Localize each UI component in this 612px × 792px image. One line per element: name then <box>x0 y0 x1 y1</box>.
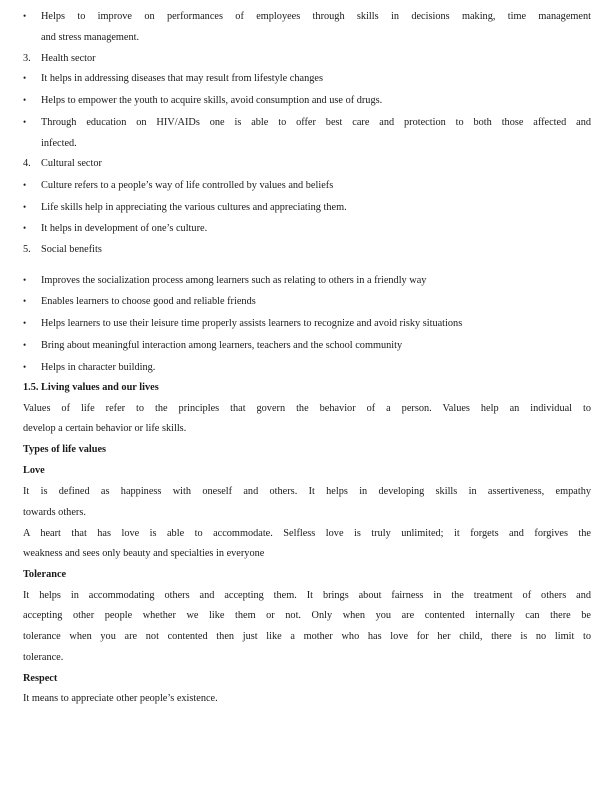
bullet-item-text: Through education on HIV/AIDs one is able to offer best care and protection to both those affected and <box>41 117 591 128</box>
paragraph-line: Values of life refer to the principles that govern the behavior of a person. Values help an individual to <box>23 403 591 414</box>
paragraph-line: tolerance. <box>23 652 64 663</box>
bullet: • <box>23 95 27 105</box>
bullet-item-text: Helps to improve on performances of employees through skills in decisions making, time management <box>41 11 591 22</box>
bullet: • <box>23 275 27 285</box>
bullet: • <box>23 223 27 233</box>
bullet-item-text: Culture refers to a people’s way of life controlled by values and beliefs <box>41 180 334 191</box>
list-item-heading: Health sector <box>41 53 96 64</box>
bullet-item-text: Helps learners to use their leisure time properly assists learners to recognize and avoid risky situations <box>41 318 463 329</box>
bullet: • <box>23 318 27 328</box>
paragraph-line: It helps in accommodating others and accepting them. It brings about fairness in the treatment of others and <box>23 590 591 601</box>
bullet-item-text: and stress management. <box>41 32 140 43</box>
bullet-item-text: Improves the socialization process among learners such as relating to others in a friendly way <box>41 275 427 286</box>
bullet-item-text: Life skills help in appreciating the various cultures and appreciating them. <box>41 202 347 213</box>
bullet-item-text: Helps in character building. <box>41 362 156 373</box>
bullet: • <box>23 180 27 190</box>
paragraph-line: weakness and sees only beauty and specialties in everyone <box>23 548 265 559</box>
list-item-heading: Cultural sector <box>41 158 102 169</box>
paragraph-line: It means to appreciate other people’s existence. <box>23 693 218 704</box>
bullet: • <box>23 73 27 83</box>
bullet: • <box>23 117 27 127</box>
bullet: • <box>23 296 27 306</box>
list-number: 3. <box>23 53 31 64</box>
paragraph-line: develop a certain behavior or life skills. <box>23 423 187 434</box>
section-heading: 1.5. Living values and our lives <box>23 382 159 393</box>
bullet-item-text: It helps in development of one’s culture. <box>41 223 208 234</box>
bullet: • <box>23 202 27 212</box>
paragraph-line: tolerance when you are not contented then just like a mother who has love for her child, there is no limit to <box>23 631 591 642</box>
bullet: • <box>23 11 27 21</box>
value-heading-respect: Respect <box>23 673 58 684</box>
value-heading-tolerance: Tolerance <box>23 569 67 580</box>
bullet-item-text: infected. <box>41 138 77 149</box>
list-item-heading: Social benefits <box>41 244 102 255</box>
bullet-item-text: Helps to empower the youth to acquire skills, avoid consumption and use of drugs. <box>41 95 383 106</box>
paragraph-line: A heart that has love is able to accommodate. Selfless love is truly unlimited; it forgets and forgives the <box>23 528 591 539</box>
list-number: 4. <box>23 158 31 169</box>
value-heading-love: Love <box>23 465 45 476</box>
bullet-item-text: Bring about meaningful interaction among learners, teachers and the school community <box>41 340 403 351</box>
subsection-heading: Types of life values <box>23 444 107 455</box>
paragraph-line: It is defined as happiness with oneself and others. It helps in developing skills in assertiveness, empathy <box>23 486 591 497</box>
bullet-item-text: Enables learners to choose good and reliable friends <box>41 296 256 307</box>
paragraph-line: accepting other people whether we like them or not. Only when you are contented internally can there be <box>23 610 591 621</box>
paragraph-line: towards others. <box>23 507 86 518</box>
bullet: • <box>23 340 27 350</box>
list-number: 5. <box>23 244 31 255</box>
bullet: • <box>23 362 27 372</box>
bullet-item-text: It helps in addressing diseases that may result from lifestyle changes <box>41 73 323 84</box>
